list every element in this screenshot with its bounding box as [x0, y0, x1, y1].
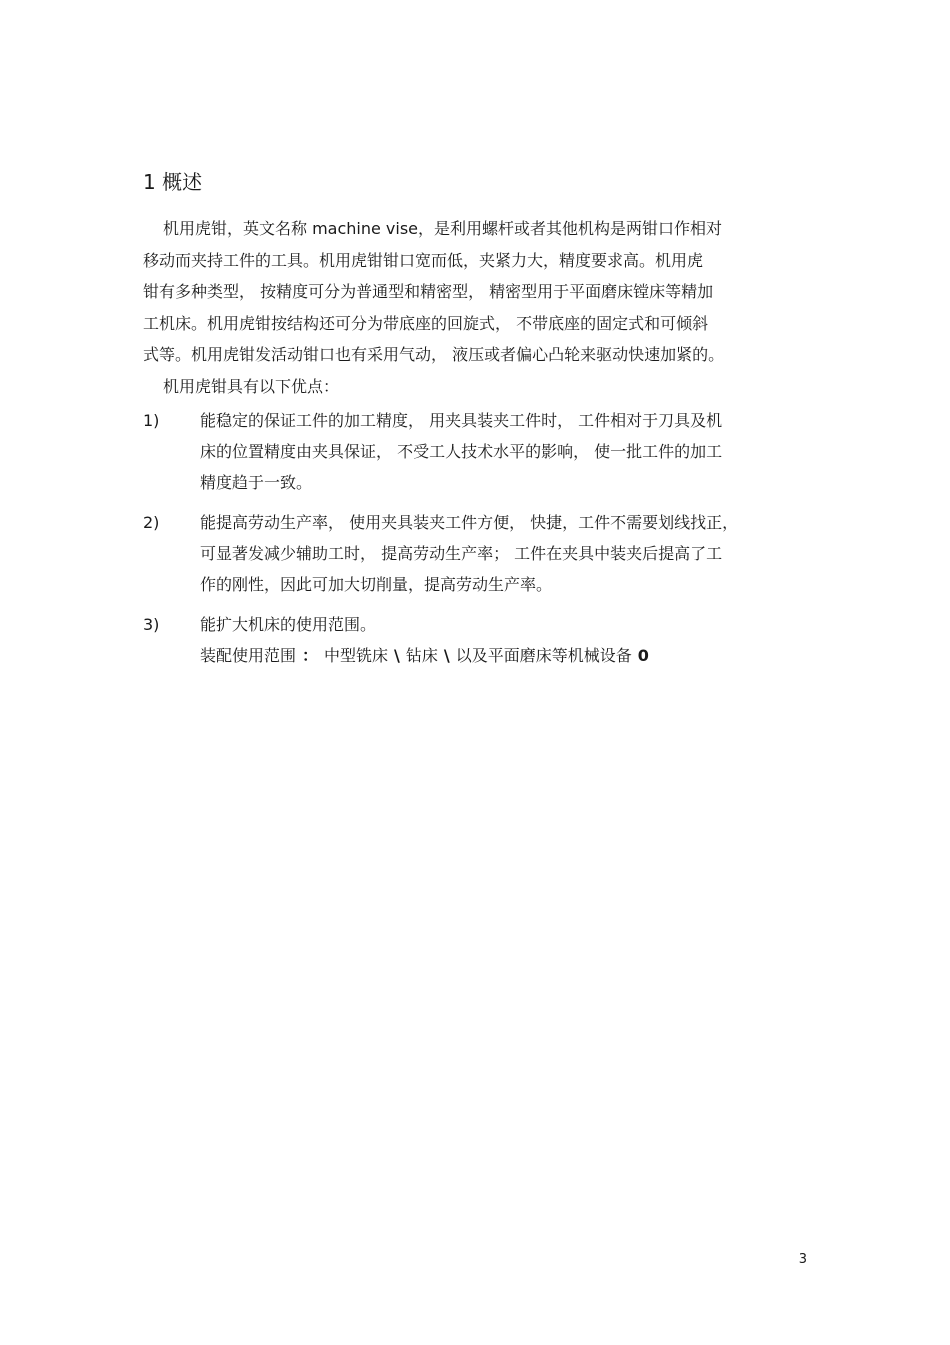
list-item-line: 作的刚性，因此可加大切削量，提高劳动生产率。	[200, 575, 553, 594]
list-item	[143, 507, 823, 600]
usage-range-line	[200, 640, 823, 671]
list-item-number: 3)	[143, 615, 160, 634]
usage-range-mark: ：	[302, 646, 319, 665]
usage-range-mark: \	[443, 646, 450, 665]
usage-range-item: 以及平面磨床等机械设备	[455, 646, 632, 665]
list-item-line: 能稳定的保证工件的加工精度， 用夹具装夹工件时， 工件相对于刀具及机	[200, 411, 723, 430]
list-item	[143, 609, 823, 671]
list-item	[143, 405, 823, 498]
usage-range-mark: \	[394, 646, 400, 665]
intro-line: 钳有多种类型， 按精度可分为普通型和精密型， 精密型用于平面磨床镗床等精加	[143, 282, 714, 302]
intro-line: 机用虎钳，英文名称 machine vise，是利用螺杆或者其他机构是两钳口作相对	[163, 219, 723, 238]
usage-range-item: 中型铣床	[324, 646, 389, 665]
list-item-number: 2)	[143, 513, 160, 532]
intro-paragraph	[143, 213, 803, 403]
intro-line: 移动而夹持工件的工具。机用虎钳钳口宽而低，夹紧力大，精度要求高。机用虎	[143, 250, 704, 270]
intro-line: 式等。机用虎钳发活动钳口也有采用气动， 液压或者偏心凸轮来驱动快速加紧的。	[143, 345, 725, 365]
usage-range-mark: 0	[637, 646, 649, 665]
list-item-line: 能扩大机床的使用范围。	[200, 615, 377, 634]
page-number: 3	[798, 1252, 807, 1267]
usage-range-prefix: 装配使用范围	[200, 646, 297, 665]
list-item-line: 床的位置精度由夹具保证， 不受工人技术水平的影响， 使一批工件的加工	[200, 442, 723, 461]
list-item-line: 可显著发减少辅助工时， 提高劳动生产率； 工件在夹具中装夹后提高了工	[200, 544, 723, 563]
list-item-line: 精度趋于一致。	[200, 473, 313, 492]
usage-range-item: 钻床	[405, 646, 438, 665]
section-heading: 1 概述	[143, 170, 203, 194]
list-item-body	[200, 609, 823, 671]
intro-line: 工机床。机用虎钳按结构还可分为带底座的回旋式， 不带底座的固定式和可倾斜	[143, 313, 709, 333]
advantages-list	[143, 405, 823, 680]
advantages-lead: 机用虎钳具有以下优点：	[163, 376, 340, 396]
list-item-body	[200, 507, 823, 600]
list-item-line: 能提高劳动生产率， 使用夹具装夹工件方便， 快捷，工件不需要划线找正，	[200, 513, 739, 532]
list-item-body	[200, 405, 823, 498]
list-item-number: 1)	[143, 411, 160, 430]
